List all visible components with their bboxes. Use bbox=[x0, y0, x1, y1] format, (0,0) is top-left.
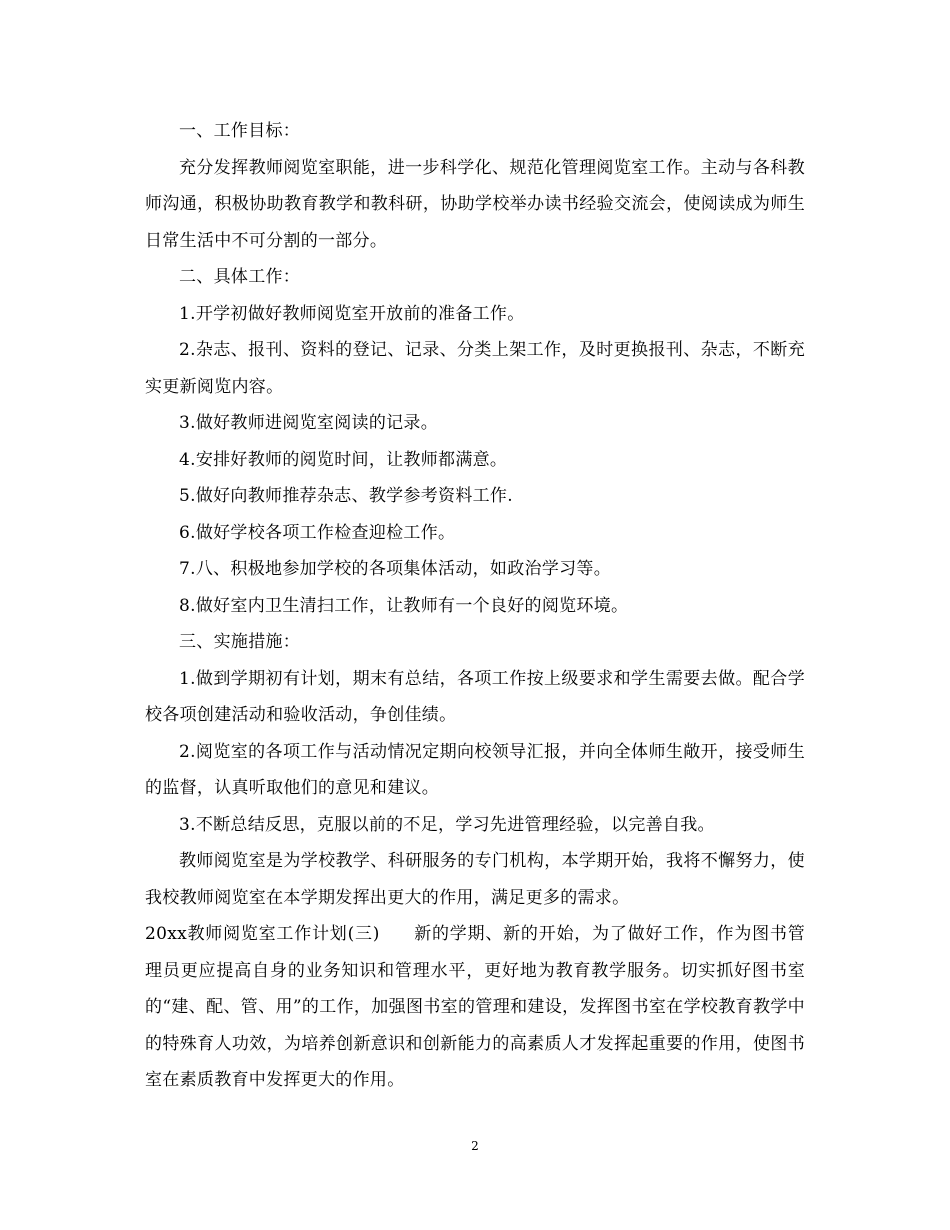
task-item-1: 1.开学初做好教师阅览室开放前的准备工作。 bbox=[179, 303, 525, 324]
task-item-4: 4.安排好教师的阅览时间，让教师都满意。 bbox=[179, 449, 508, 470]
task-item-2: 2.杂志、报刊、资料的登记、记录、分类上架工作，及时更换报刊、杂志，不断充实更新阅览内容。 bbox=[145, 340, 805, 397]
document-body bbox=[145, 113, 805, 1099]
section-heading-measures: 三、实施措施： bbox=[179, 632, 301, 652]
paragraph-plan-three bbox=[145, 916, 805, 1099]
page-number: 2 bbox=[471, 1139, 479, 1153]
task-item-3: 3.做好教师进阅览室阅读的记录。 bbox=[179, 413, 439, 433]
task-item-8: 8.做好室内卫生清扫工作，让教师有一个良好的阅览环境。 bbox=[179, 595, 629, 616]
task-item-6: 6.做好学校各项工作检查迎检工作。 bbox=[179, 522, 456, 543]
task-item-7: 7.八、积极地参加学校的各项集体活动，如政治学习等。 bbox=[179, 559, 612, 579]
section-heading-tasks: 二、具体工作： bbox=[179, 267, 301, 287]
paragraph-goals: 充分发挥教师阅览室职能，进一步科学化、规范化管理阅览室工作。主动与各科教师沟通，积极协助教育教学和教科研，协助学校举办读书经验交流会，使阅读成为师生日常生活中不可分割的一部分。 bbox=[145, 157, 805, 251]
task-item-5: 5.做好向教师推荐杂志、教学参考资料工作. bbox=[179, 486, 513, 506]
section-heading-goals: 一、工作目标： bbox=[179, 121, 301, 141]
measure-item-3: 3.不断总结反思，克服以前的不足，学习先进管理经验，以完善自我。 bbox=[179, 814, 715, 835]
plan-three-heading: 20xx教师阅览室工作计划(三) bbox=[145, 924, 380, 944]
plan-three-body: 新的学期、新的开始，为了做好工作，作为图书管理员更应提高自身的业务知识和管理水平，更好地为教育教学服务。切实抓好图书室的“建、配、管、用”的工作，加强图书室的管理和建设，发挥图书室在学校教育教学中的特殊育人功效，为培养创新意识和创新能力的高素质人才发挥起重要的作用，使图书室在素质教育中发挥更大的作用。 bbox=[145, 924, 805, 1090]
paragraph-summary: 教师阅览室是为学校教学、科研服务的专门机构，本学期开始，我将不懈努力，使我校教师阅览室在本学期发挥出更大的作用，满足更多的需求。 bbox=[145, 851, 805, 908]
measure-item-2: 2.阅览室的各项工作与活动情况定期向校领导汇报，并向全体师生敞开，接受师生的监督，认真听取他们的意见和建议。 bbox=[145, 741, 805, 798]
measure-item-1: 1.做到学期初有计划，期末有总结，各项工作按上级要求和学生需要去做。配合学校各项创建活动和验收活动，争创佳绩。 bbox=[145, 668, 805, 725]
